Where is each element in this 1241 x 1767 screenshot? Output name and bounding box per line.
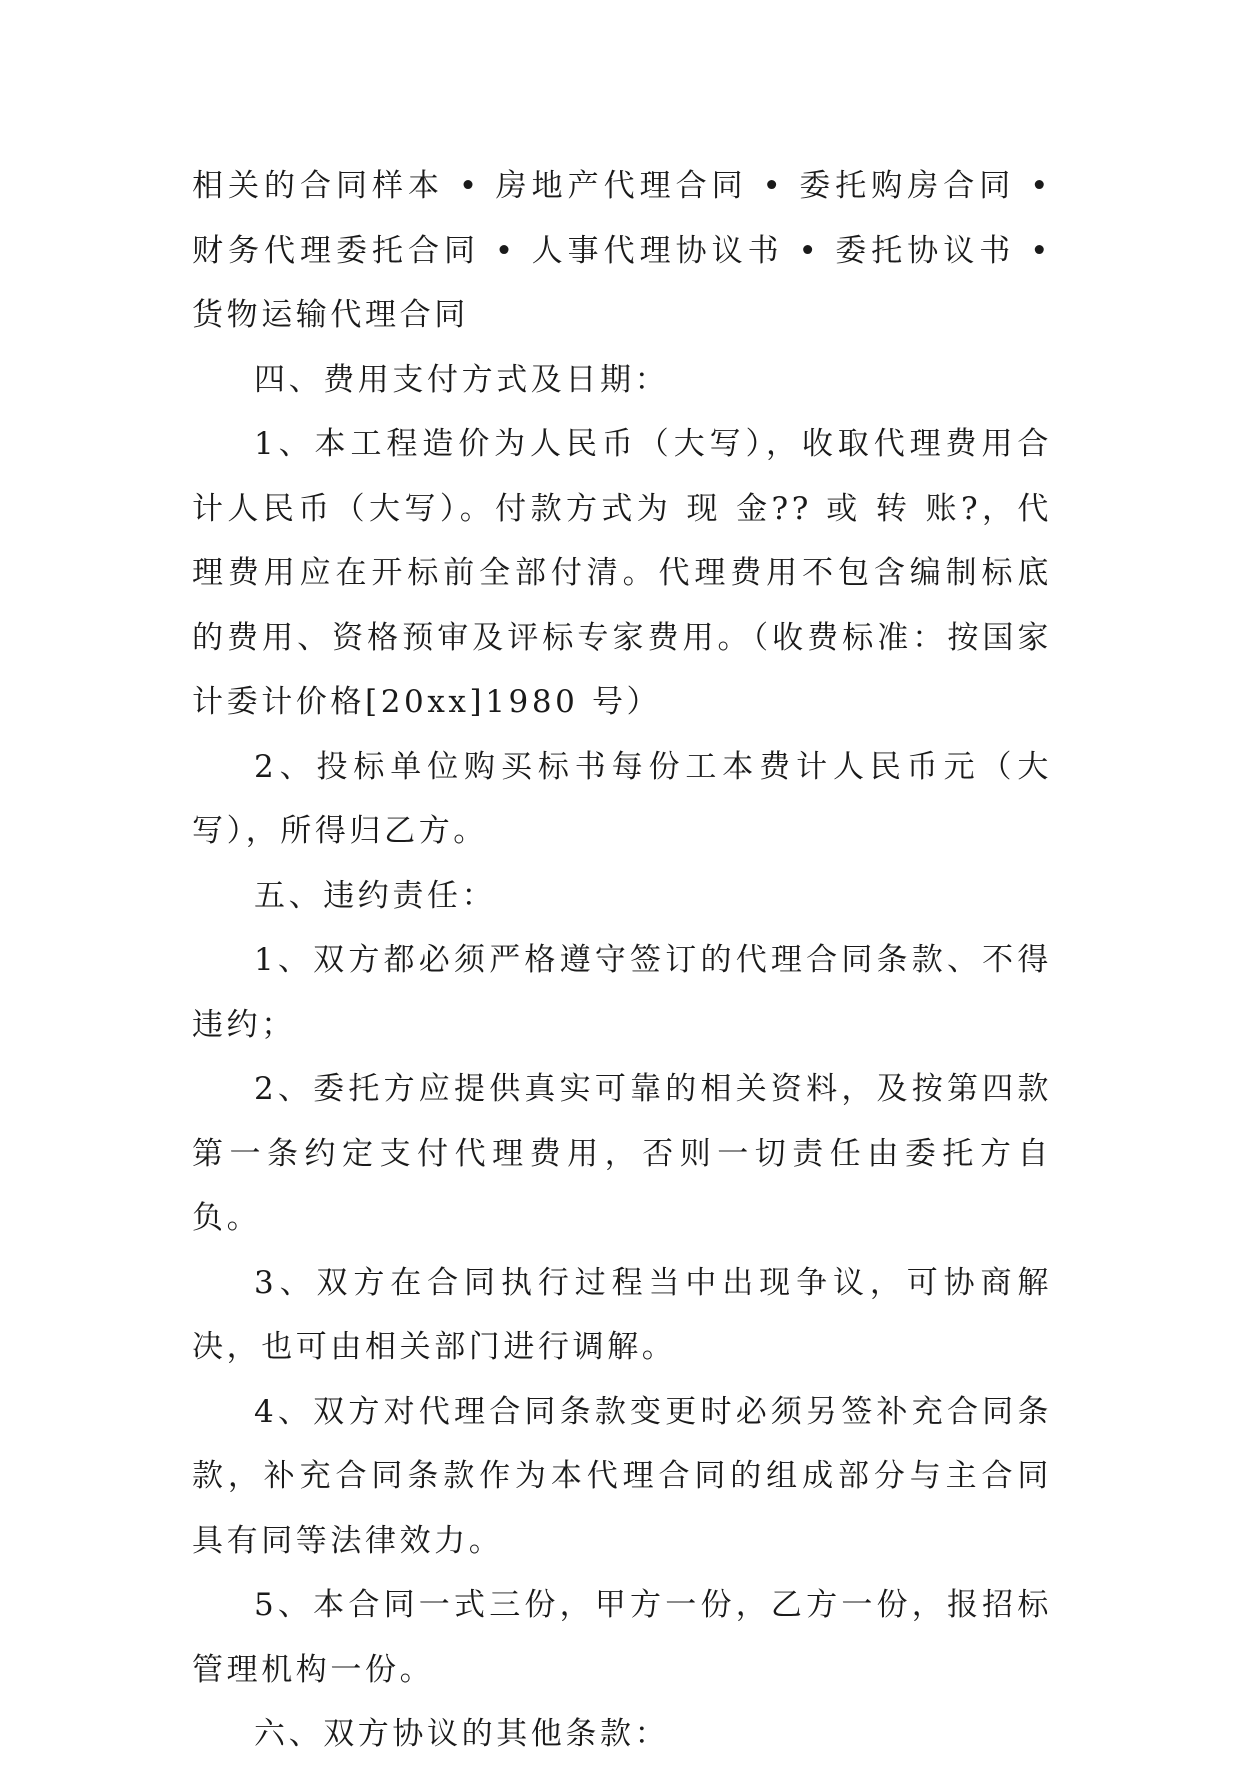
- section-four-heading: 四、费用支付方式及日期：: [254, 361, 670, 398]
- section-four-clause-2: 2、投标单位购买标书每份工本费计人民币元（大写），所得归乙方。: [192, 748, 1052, 849]
- section-five-heading: 五、违约责任：: [254, 877, 497, 914]
- document-page: [192, 154, 1052, 1767]
- section-four-clause-1: 1、本工程造价为人民币（大写），收取代理费用合计人民币（大写）。付款方式为 现 金?? 或 转 账?，代理费用应在开标前全部付清。代理费用不包含编制标底的费用、资格预审及评标专家费用。（收费标准：按国家计委计价格[20xx]1980 号）: [192, 426, 1052, 720]
- section-five-clause-2: 2、委托方应提供真实可靠的相关资料，及按第四款第一条约定支付代理费用，否则一切责任由委托方自负。: [192, 1071, 1052, 1236]
- section-five-clause-4: 4、双方对代理合同条款变更时必须另签补充合同条款，补充合同条款作为本代理合同的组成部分与主合同具有同等法律效力。: [192, 1393, 1052, 1559]
- section-five-clause-3: 3、双方在合同执行过程当中出现争议，可协商解决，也可由相关部门进行调解。: [192, 1264, 1052, 1365]
- section-six-heading: 六、双方协议的其他条款：: [254, 1716, 670, 1752]
- section-five-clause-1: 1、双方都必须严格遵守签订的代理合同条款、不得违约；: [192, 942, 1052, 1043]
- section-five-clause-5: 5、本合同一式三份，甲方一份，乙方一份，报招标管理机构一份。: [192, 1587, 1052, 1688]
- related-contracts-paragraph: 相关的合同样本 • 房地产代理合同 • 委托购房合同 • 财务代理委托合同 • 人事代理协议书 • 委托协议书 • 货物运输代理合同: [192, 168, 1052, 333]
